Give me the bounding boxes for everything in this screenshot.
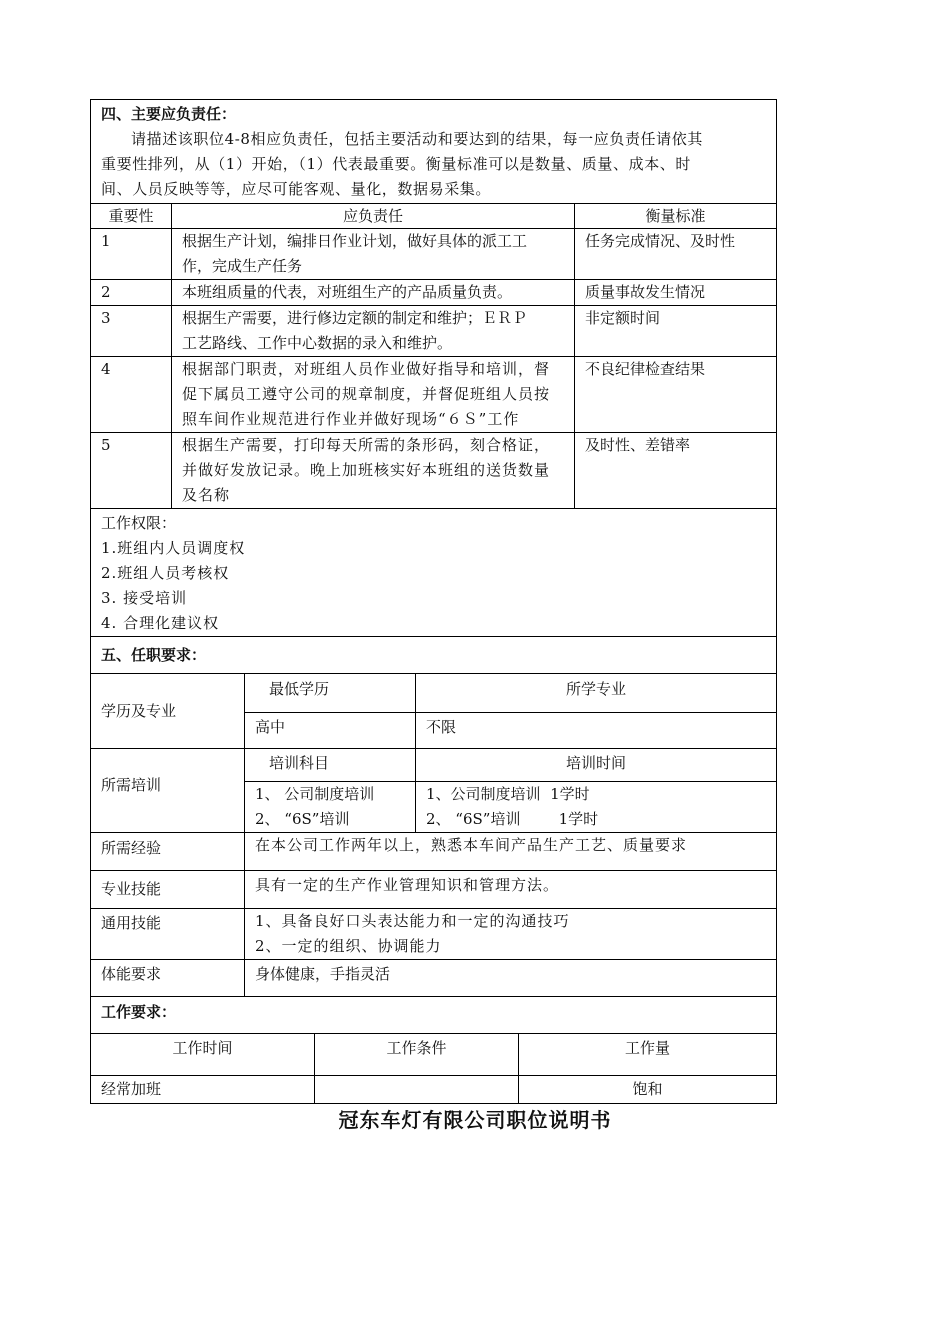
section4-intro-line: 间、人员反映等等，应尽可能客观、量化，数据易采集。 [101, 180, 492, 198]
skill-value: 具有一定的生产作业管理知识和管理方法。 [245, 871, 777, 909]
row-duty [172, 357, 575, 433]
general-skill-value [245, 909, 777, 960]
training-time-item: 2、 “6S”培训 1学时 [426, 810, 599, 828]
table-row [91, 229, 777, 280]
duty-line: 作，完成生产任务 [182, 257, 303, 275]
education-col-major: 所学专业 [416, 674, 777, 713]
authority-label: 工作权限： [101, 514, 177, 532]
education-min-value: 高中 [245, 713, 416, 749]
authority-item: 4. 合理化建议权 [101, 614, 220, 632]
row-duty [172, 433, 575, 509]
duty-line: 照车间作业规范进行作业并做好现场“６Ｓ”工作 [182, 410, 520, 428]
experience-label: 所需经验 [91, 833, 245, 871]
training-time-item: 1、公司制度培训 1学时 [426, 785, 590, 803]
duty-line: 根据部门职责，对班组人员作业做好指导和培训，督 [182, 360, 551, 378]
general-skill-item: 1、具备良好口头表达能力和一定的沟通技巧 [255, 912, 570, 930]
training-subject-item: 1、 公司制度培训 [255, 785, 375, 803]
table-row [91, 357, 777, 433]
work-condition-value [315, 1076, 519, 1104]
responsibilities-table [90, 99, 777, 674]
column-header-duty: 应负责任 [172, 204, 575, 229]
education-label: 学历及专业 [91, 674, 245, 749]
duty-line: 根据生产计划，编排日作业计划，做好具体的派工工 [182, 232, 528, 250]
row-standard: 质量事故发生情况 [575, 280, 777, 306]
section4-heading: 四、主要应负责任： [101, 105, 237, 123]
duty-line: 及名称 [182, 486, 231, 504]
work-col-amount: 工作量 [519, 1034, 777, 1076]
work-req-heading: 工作要求： [91, 997, 777, 1034]
training-col-subject: 培训科目 [245, 749, 416, 782]
duty-line: 促下属员工遵守公司的规章制度，并督促班组人员按 [182, 385, 551, 403]
row-rank: 2 [91, 280, 172, 306]
training-label: 所需培训 [91, 749, 245, 833]
general-skill-label: 通用技能 [91, 909, 245, 960]
section5-heading: 五、任职要求： [91, 637, 777, 674]
training-times [416, 782, 777, 833]
row-rank: 3 [91, 306, 172, 357]
education-col-min: 最低学历 [245, 674, 416, 713]
row-standard: 及时性、差错率 [575, 433, 777, 509]
authority-item: 3. 接受培训 [101, 589, 188, 607]
duty-line: 本班组质量的代表，对班组生产的产品质量负责。 [182, 283, 513, 301]
duty-line: 工艺路线、工作中心数据的录入和维护。 [182, 334, 453, 352]
row-duty [172, 306, 575, 357]
experience-value: 在本公司工作两年以上，熟悉本车间产品生产工艺、质量要求 [245, 833, 777, 871]
column-header-standard: 衡量标准 [575, 204, 777, 229]
authority-item: 2.班组人员考核权 [101, 564, 230, 582]
row-standard: 任务完成情况、及时性 [575, 229, 777, 280]
duty-line: 并做好发放记录。晚上加班核实好本班组的送货数量 [182, 461, 551, 479]
section4-intro-line: 请描述该职位4-8相应负责任，包括主要活动和要达到的结果，每一应负责任请依其 [131, 130, 703, 148]
authority-cell [91, 509, 777, 637]
row-rank: 5 [91, 433, 172, 509]
work-amount-value: 饱和 [519, 1076, 777, 1104]
authority-item: 1.班组内人员调度权 [101, 539, 246, 557]
row-rank: 1 [91, 229, 172, 280]
row-rank: 4 [91, 357, 172, 433]
work-col-condition: 工作条件 [315, 1034, 519, 1076]
skill-label: 专业技能 [91, 871, 245, 909]
training-subject-item: 2、 “6S”培训 [255, 810, 350, 828]
duty-line: 根据生产需要，进行修边定额的制定和维护；ＥＲＰ [182, 309, 528, 327]
document-title: 冠东车灯有限公司职位说明书 [338, 1108, 612, 1132]
table-row [91, 306, 777, 357]
physical-value: 身体健康，手指灵活 [245, 960, 777, 997]
work-col-time: 工作时间 [91, 1034, 315, 1076]
training-subjects [245, 782, 416, 833]
row-standard: 不良纪律检查结果 [575, 357, 777, 433]
row-duty [172, 229, 575, 280]
row-standard: 非定额时间 [575, 306, 777, 357]
physical-label: 体能要求 [91, 960, 245, 997]
column-header-rank: 重要性 [91, 204, 172, 229]
section4-intro-line: 重要性排列，从（1）开始，（1）代表最重要。衡量标准可以是数量、质量、成本、时 [101, 155, 691, 173]
row-duty [172, 280, 575, 306]
section4-header-cell [91, 100, 777, 204]
qualifications-table [90, 673, 777, 1034]
work-time-value: 经常加班 [91, 1076, 315, 1104]
education-major-value: 不限 [416, 713, 777, 749]
training-col-time: 培训时间 [416, 749, 777, 782]
job-description-form [90, 99, 776, 1104]
work-requirements-table [90, 1033, 777, 1104]
duty-line: 根据生产需要，打印每天所需的条形码，刻合格证， [182, 436, 551, 454]
general-skill-item: 2、一定的组织、协调能力 [255, 937, 442, 955]
table-row [91, 280, 777, 306]
table-row [91, 433, 777, 509]
